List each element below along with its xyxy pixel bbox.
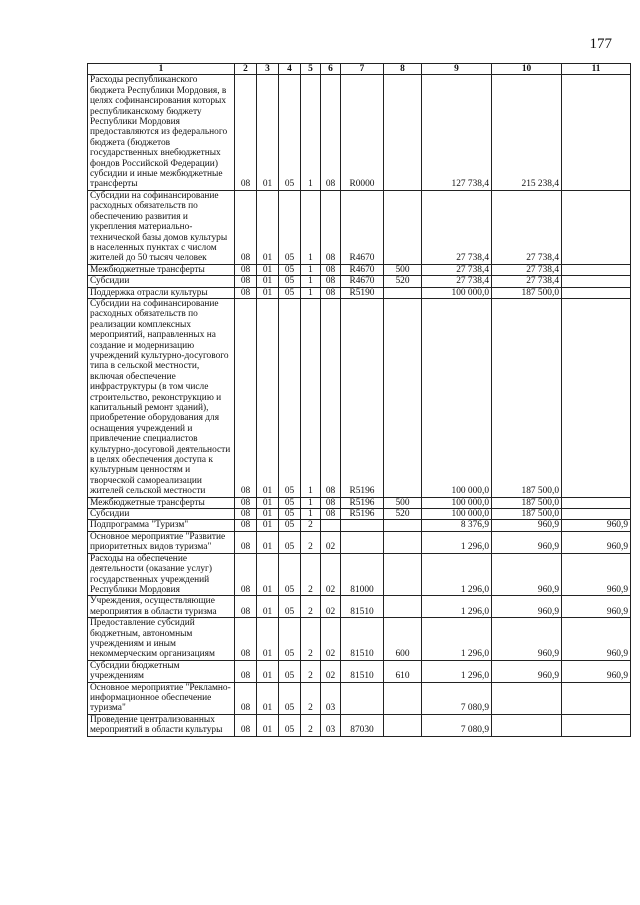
- code-col-2: 08: [235, 660, 257, 682]
- expense-type-code: [384, 520, 422, 531]
- table-row: [88, 298, 631, 497]
- code-col-6: 03: [321, 682, 341, 714]
- column-header: 8: [384, 64, 422, 75]
- amount-col-11: 960,9: [562, 520, 631, 531]
- amount-col-11: [562, 264, 631, 275]
- amount-col-9: 27 738,4: [422, 190, 492, 264]
- target-article-code: R5196: [341, 298, 384, 497]
- code-col-3: 01: [257, 531, 279, 553]
- column-header: 5: [301, 64, 321, 75]
- expense-type-code: 520: [384, 276, 422, 287]
- expense-type-code: [384, 553, 422, 596]
- code-col-2: 08: [235, 682, 257, 714]
- code-col-6: 02: [321, 660, 341, 682]
- amount-col-10: 187 500,0: [492, 298, 562, 497]
- code-col-4: 05: [279, 596, 301, 618]
- target-article-code: R4670: [341, 264, 384, 275]
- target-article-code: [341, 520, 384, 531]
- amount-col-10: 27 738,4: [492, 264, 562, 275]
- table-header-row: [88, 64, 631, 75]
- target-article-code: [341, 682, 384, 714]
- row-description: Межбюджетные трансферты: [88, 497, 235, 508]
- row-description: Основное мероприятие "Рекламно-информационное обеспечение туризма": [88, 682, 235, 714]
- table-row: [88, 497, 631, 508]
- table-row: [88, 714, 631, 736]
- amount-col-9: 7 080,9: [422, 682, 492, 714]
- amount-col-9: 1 296,0: [422, 618, 492, 661]
- row-description: Расходы республиканского бюджета Республики Мордовия, в целях софинансирования которых республиканскому бюджету Республики Мордовия предоставляются из федерального бюджета (бюджетов государственных внебюджетных фондов Российской Федерации) субсидии и иные межбюджетные трансферты: [88, 75, 235, 190]
- row-description: Основное мероприятие "Развитие приоритетных видов туризма": [88, 531, 235, 553]
- expense-type-code: 500: [384, 497, 422, 508]
- amount-col-9: 100 000,0: [422, 287, 492, 298]
- expense-type-code: [384, 596, 422, 618]
- table-row: [88, 287, 631, 298]
- amount-col-9: 1 296,0: [422, 660, 492, 682]
- code-col-6: 02: [321, 596, 341, 618]
- row-description: Подпрограмма "Туризм": [88, 520, 235, 531]
- code-col-2: 08: [235, 553, 257, 596]
- code-col-3: 01: [257, 75, 279, 190]
- expense-type-code: [384, 75, 422, 190]
- row-description: Субсидии на софинансирование расходных обязательств по обеспечению развития и укрепления материально-технической базы домов культуры в населенных пунктах с числом жителей до 50 тысяч человек: [88, 190, 235, 264]
- amount-col-9: 1 296,0: [422, 596, 492, 618]
- row-description: Учреждения, осуществляющие мероприятия в области туризма: [88, 596, 235, 618]
- code-col-3: 01: [257, 276, 279, 287]
- code-col-2: 08: [235, 520, 257, 531]
- column-header: 6: [321, 64, 341, 75]
- expense-type-code: 600: [384, 618, 422, 661]
- code-col-4: 05: [279, 287, 301, 298]
- code-col-2: 08: [235, 714, 257, 736]
- code-col-3: 01: [257, 264, 279, 275]
- row-description: Субсидии бюджетным учреждениям: [88, 660, 235, 682]
- row-description: Субсидии на софинансирование расходных обязательств по реализации комплексных мероприятий, направленных на создание и модернизацию учреждений культурно-досугового типа в сельской местности, включая обеспечение инфраструктуры (в том числе строительство, реконструкцию и капитальный ремонт зданий), приобретение оборудования для оснащения учреждений и привлечение специалистов культурно-досуговой деятельности в целях обеспечения доступа к культурным ценностям и творческой самореализации жителей сельской местности: [88, 298, 235, 497]
- code-col-4: 05: [279, 682, 301, 714]
- amount-col-9: 1 296,0: [422, 531, 492, 553]
- target-article-code: R5190: [341, 287, 384, 298]
- amount-col-10: 960,9: [492, 618, 562, 661]
- code-col-3: 01: [257, 298, 279, 497]
- column-header: 3: [257, 64, 279, 75]
- amount-col-10: 215 238,4: [492, 75, 562, 190]
- code-col-4: 05: [279, 264, 301, 275]
- code-col-4: 05: [279, 660, 301, 682]
- target-article-code: 81510: [341, 660, 384, 682]
- table-row: [88, 682, 631, 714]
- target-article-code: R5196: [341, 509, 384, 520]
- code-col-5: 2: [301, 520, 321, 531]
- amount-col-11: [562, 276, 631, 287]
- code-col-3: 01: [257, 553, 279, 596]
- amount-col-11: [562, 497, 631, 508]
- expense-type-code: 500: [384, 264, 422, 275]
- budget-table: [87, 63, 631, 737]
- code-col-4: 05: [279, 618, 301, 661]
- code-col-3: 01: [257, 509, 279, 520]
- amount-col-10: 960,9: [492, 531, 562, 553]
- target-article-code: R0000: [341, 75, 384, 190]
- code-col-3: 01: [257, 190, 279, 264]
- code-col-4: 05: [279, 276, 301, 287]
- expense-type-code: 520: [384, 509, 422, 520]
- column-header: 10: [492, 64, 562, 75]
- code-col-5: 2: [301, 596, 321, 618]
- table-row: [88, 553, 631, 596]
- amount-col-11: [562, 298, 631, 497]
- amount-col-9: 7 080,9: [422, 714, 492, 736]
- code-col-2: 08: [235, 75, 257, 190]
- expense-type-code: [384, 298, 422, 497]
- amount-col-10: 187 500,0: [492, 287, 562, 298]
- amount-col-10: 187 500,0: [492, 509, 562, 520]
- amount-col-9: 8 376,9: [422, 520, 492, 531]
- code-col-2: 08: [235, 531, 257, 553]
- code-col-2: 08: [235, 509, 257, 520]
- code-col-3: 01: [257, 660, 279, 682]
- code-col-5: 1: [301, 276, 321, 287]
- amount-col-9: 100 000,0: [422, 298, 492, 497]
- page-number: 177: [589, 36, 612, 52]
- amount-col-11: [562, 190, 631, 264]
- table-row: [88, 660, 631, 682]
- code-col-5: 2: [301, 714, 321, 736]
- table-row: [88, 520, 631, 531]
- amount-col-11: 960,9: [562, 660, 631, 682]
- amount-col-10: 187 500,0: [492, 497, 562, 508]
- amount-col-11: [562, 509, 631, 520]
- code-col-3: 01: [257, 682, 279, 714]
- target-article-code: R4670: [341, 190, 384, 264]
- code-col-6: 02: [321, 618, 341, 661]
- column-header: 7: [341, 64, 384, 75]
- code-col-2: 08: [235, 596, 257, 618]
- code-col-4: 05: [279, 520, 301, 531]
- amount-col-11: 960,9: [562, 596, 631, 618]
- amount-col-11: [562, 714, 631, 736]
- target-article-code: R4670: [341, 276, 384, 287]
- amount-col-9: 1 296,0: [422, 553, 492, 596]
- code-col-5: 1: [301, 287, 321, 298]
- code-col-4: 05: [279, 531, 301, 553]
- code-col-2: 08: [235, 190, 257, 264]
- amount-col-10: [492, 682, 562, 714]
- code-col-6: 08: [321, 509, 341, 520]
- code-col-5: 1: [301, 509, 321, 520]
- code-col-3: 01: [257, 520, 279, 531]
- target-article-code: 81000: [341, 553, 384, 596]
- column-header: 11: [562, 64, 631, 75]
- code-col-5: 1: [301, 75, 321, 190]
- row-description: Расходы на обеспечение деятельности (оказание услуг) государственных учреждений Республики Мордовия: [88, 553, 235, 596]
- code-col-6: 08: [321, 276, 341, 287]
- target-article-code: R5196: [341, 497, 384, 508]
- amount-col-11: 960,9: [562, 531, 631, 553]
- code-col-4: 05: [279, 714, 301, 736]
- code-col-4: 05: [279, 298, 301, 497]
- row-description: Предоставление субсидий бюджетным, автономным учреждениям и иным некоммерческим организациям: [88, 618, 235, 661]
- code-col-5: 2: [301, 660, 321, 682]
- table-row: [88, 596, 631, 618]
- code-col-3: 01: [257, 618, 279, 661]
- amount-col-10: [492, 714, 562, 736]
- code-col-3: 01: [257, 287, 279, 298]
- amount-col-9: 27 738,4: [422, 264, 492, 275]
- row-description: Субсидии: [88, 276, 235, 287]
- code-col-3: 01: [257, 596, 279, 618]
- amount-col-9: 100 000,0: [422, 509, 492, 520]
- expense-type-code: [384, 190, 422, 264]
- code-col-6: 08: [321, 190, 341, 264]
- code-col-2: 08: [235, 497, 257, 508]
- code-col-5: 1: [301, 190, 321, 264]
- amount-col-10: 960,9: [492, 660, 562, 682]
- row-description: Проведение централизованных мероприятий в области культуры: [88, 714, 235, 736]
- amount-col-10: 27 738,4: [492, 190, 562, 264]
- code-col-6: 02: [321, 553, 341, 596]
- row-description: Межбюджетные трансферты: [88, 264, 235, 275]
- code-col-5: 2: [301, 553, 321, 596]
- code-col-6: [321, 520, 341, 531]
- column-header: 9: [422, 64, 492, 75]
- amount-col-9: 100 000,0: [422, 497, 492, 508]
- expense-type-code: [384, 287, 422, 298]
- amount-col-11: 960,9: [562, 553, 631, 596]
- code-col-5: 1: [301, 298, 321, 497]
- code-col-4: 05: [279, 497, 301, 508]
- code-col-5: 1: [301, 497, 321, 508]
- target-article-code: 87030: [341, 714, 384, 736]
- code-col-6: 03: [321, 714, 341, 736]
- code-col-4: 05: [279, 190, 301, 264]
- code-col-2: 08: [235, 264, 257, 275]
- code-col-6: 08: [321, 298, 341, 497]
- amount-col-10: 960,9: [492, 553, 562, 596]
- row-description: Субсидии: [88, 509, 235, 520]
- code-col-2: 08: [235, 287, 257, 298]
- code-col-5: 2: [301, 531, 321, 553]
- code-col-3: 01: [257, 497, 279, 508]
- code-col-2: 08: [235, 298, 257, 497]
- target-article-code: 81510: [341, 596, 384, 618]
- code-col-4: 05: [279, 553, 301, 596]
- amount-col-10: 27 738,4: [492, 276, 562, 287]
- code-col-4: 05: [279, 509, 301, 520]
- column-header: 1: [88, 64, 235, 75]
- target-article-code: 81510: [341, 618, 384, 661]
- column-header: 4: [279, 64, 301, 75]
- table-row: [88, 509, 631, 520]
- amount-col-11: [562, 682, 631, 714]
- code-col-6: 08: [321, 287, 341, 298]
- code-col-6: 08: [321, 497, 341, 508]
- amount-col-11: [562, 287, 631, 298]
- code-col-6: 02: [321, 531, 341, 553]
- code-col-5: 2: [301, 682, 321, 714]
- code-col-4: 05: [279, 75, 301, 190]
- row-description: Поддержка отрасли культуры: [88, 287, 235, 298]
- expense-type-code: [384, 531, 422, 553]
- table-row: [88, 75, 631, 190]
- column-header: 2: [235, 64, 257, 75]
- amount-col-9: 27 738,4: [422, 276, 492, 287]
- code-col-2: 08: [235, 618, 257, 661]
- amount-col-10: 960,9: [492, 596, 562, 618]
- table-row: [88, 276, 631, 287]
- expense-type-code: [384, 682, 422, 714]
- table-row: [88, 618, 631, 661]
- amount-col-11: [562, 75, 631, 190]
- expense-type-code: 610: [384, 660, 422, 682]
- code-col-2: 08: [235, 276, 257, 287]
- code-col-5: 1: [301, 264, 321, 275]
- amount-col-9: 127 738,4: [422, 75, 492, 190]
- amount-col-10: 960,9: [492, 520, 562, 531]
- target-article-code: [341, 531, 384, 553]
- table-row: [88, 531, 631, 553]
- table-row: [88, 264, 631, 275]
- code-col-5: 2: [301, 618, 321, 661]
- expense-type-code: [384, 714, 422, 736]
- code-col-6: 08: [321, 264, 341, 275]
- code-col-3: 01: [257, 714, 279, 736]
- code-col-6: 08: [321, 75, 341, 190]
- amount-col-11: 960,9: [562, 618, 631, 661]
- table-row: [88, 190, 631, 264]
